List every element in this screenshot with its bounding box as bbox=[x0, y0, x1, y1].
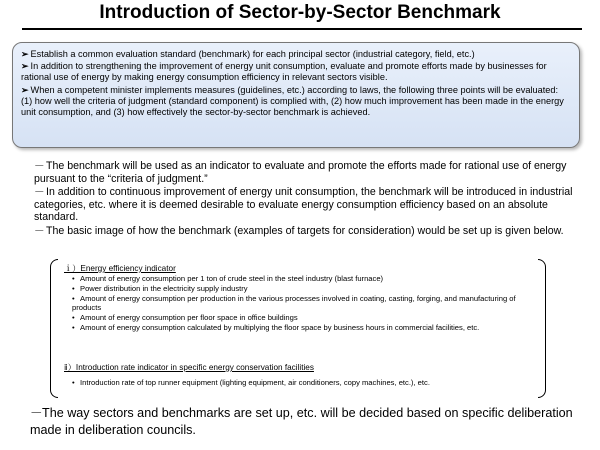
dot-bullet-icon: • bbox=[72, 378, 75, 387]
bullet-text: In addition to continuous improvement of energy unit consumption, the benchmark will be introduced in industrial categories, etc. where it is deemed desirable to evaluate energy consumption efficiency based on an absolute standard. bbox=[34, 186, 573, 224]
list-item-text: Amount of energy consumption per floor space in office buildings bbox=[80, 313, 298, 323]
dot-bullet-icon: • bbox=[72, 322, 75, 332]
page-title: Introduction of Sector-by-Sector Benchmark bbox=[99, 2, 501, 23]
bullet-text: The benchmark will be used as an indicator to evaluate and promote the efforts made for rational use of energy pursuant to the “criteria of judgment.” bbox=[34, 160, 567, 185]
bullet-text: The basic image of how the benchmark (examples of targets for consideration) would be set up is given below. bbox=[46, 224, 564, 237]
list-item-text: Amount of energy consumption per production in the various processes involved in coating, casting, forging, and manufacturing of products bbox=[72, 293, 516, 313]
list-item-text: Amount of energy consumption calculated by multiplying the floor space by business hours in commercial facilities, etc. bbox=[80, 322, 480, 332]
bullet-item bbox=[34, 160, 590, 185]
summary-box bbox=[12, 42, 580, 148]
bullet-list bbox=[34, 160, 590, 239]
dot-bullet-icon: • bbox=[72, 274, 75, 283]
dash-bullet-icon: － bbox=[30, 406, 43, 420]
summary-point bbox=[21, 61, 571, 83]
dot-bullet-icon: • bbox=[72, 293, 75, 303]
closing-statement bbox=[30, 405, 590, 438]
dash-bullet-icon: － bbox=[34, 186, 45, 199]
title-underline bbox=[22, 28, 582, 30]
list-item bbox=[72, 313, 542, 323]
dash-bullet-icon: － bbox=[34, 224, 45, 237]
list-item-text: Power distribution in the electricity supply industry bbox=[80, 283, 248, 293]
bullet-item bbox=[34, 225, 590, 238]
closing-text: The way sectors and benchmarks are set up, etc. will be decided based on specific deliberation made in deliberation councils. bbox=[30, 406, 573, 437]
list-item-text: Amount of energy consumption per 1 ton of crude steel in the steel industry (blast furnace) bbox=[80, 274, 384, 283]
section-heading-energy-efficiency: ｉ）Energy efficiency indicator bbox=[64, 264, 176, 273]
arrow-bullet-icon: ➢ bbox=[21, 49, 29, 59]
list-item bbox=[72, 284, 542, 294]
arrow-bullet-icon: ➢ bbox=[21, 61, 29, 72]
list-item-text: Introduction rate of top runner equipment (lighting equipment, air conditioners, copy machines, etc.), etc. bbox=[80, 378, 430, 387]
benchmark-examples-box bbox=[50, 259, 550, 398]
summary-point bbox=[21, 49, 571, 60]
bullet-item bbox=[34, 186, 590, 224]
dash-bullet-icon: － bbox=[34, 160, 45, 172]
arrow-bullet-icon: ➢ bbox=[21, 84, 29, 95]
dot-bullet-icon: • bbox=[72, 283, 75, 293]
list-item bbox=[72, 294, 542, 314]
summary-point-text: In addition to strengthening the improvement of energy unit consumption, evaluate and promote efforts made by businesses for rational use of energy by making energy consumption efficiency in relevant sectors visible. bbox=[21, 61, 547, 83]
left-bracket bbox=[50, 259, 58, 398]
list-item bbox=[72, 323, 542, 333]
section-heading-introduction-rate: ⅱ）Introduction rate indicator in specific energy conservation facilities bbox=[64, 363, 314, 372]
summary-point bbox=[21, 85, 571, 119]
summary-point-text: Establish a common evaluation standard (benchmark) for each principal sector (industrial category, field, etc.) bbox=[30, 49, 475, 59]
list-item bbox=[72, 378, 542, 388]
section-items-energy-efficiency bbox=[72, 274, 542, 333]
section-items-introduction-rate bbox=[72, 378, 542, 388]
dot-bullet-icon: • bbox=[72, 313, 75, 323]
summary-point-text: When a competent minister implements measures (guidelines, etc.) according to laws, the following three points will be evaluated: (1) how well the criteria of judgment (standard component) is complied with, (2) how much improvement has been made in the energy unit consumption, and (3) how effectively the sector-by-sector benchmark is achieved. bbox=[21, 84, 564, 118]
list-item bbox=[72, 274, 542, 284]
